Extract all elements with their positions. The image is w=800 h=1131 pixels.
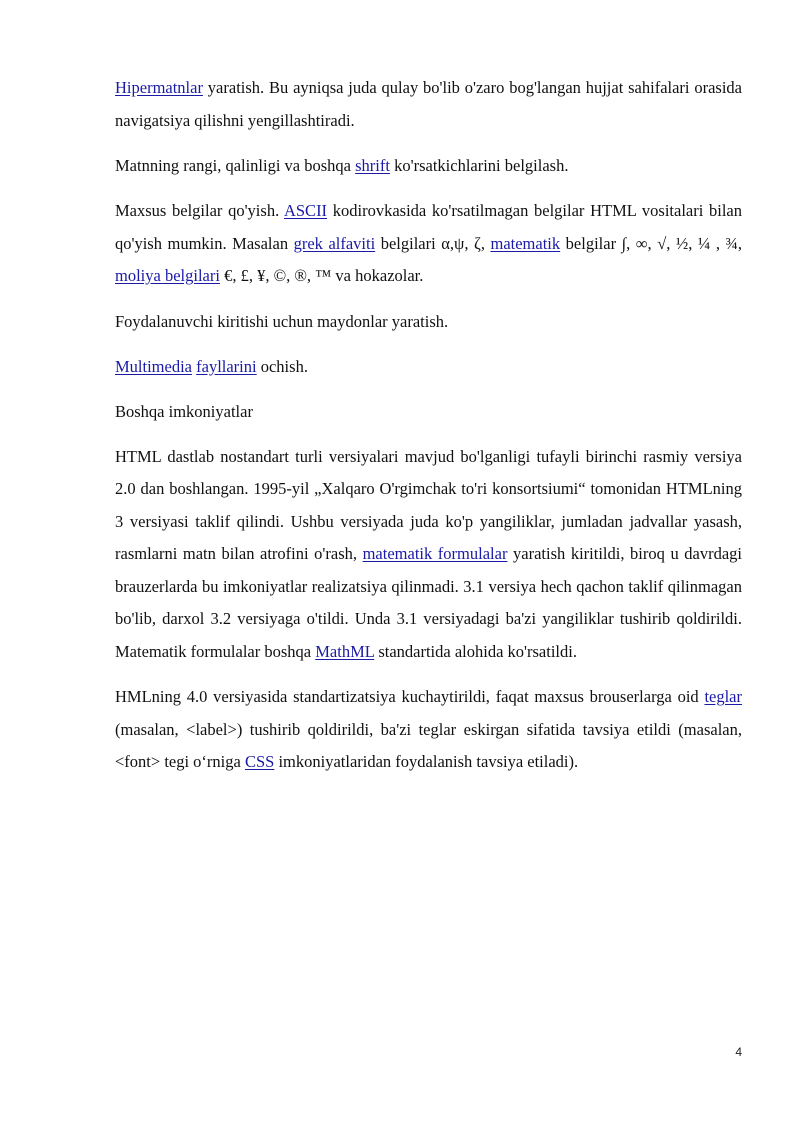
text: yaratish. Bu ayniqsa juda qulay bo'lib o'zaro bog'langan hujjat sahifalari orasida navigatsiya qilishni yengillashtiradi. [115,78,742,130]
text: belgilar ∫, ∞, √, ½, ¼ , ¾, [560,233,742,253]
paragraph-other-features [115,396,742,428]
text: belgilari α,ψ, ζ, [375,233,491,253]
text: (masalan, <label>) tushirib qoldirildi, ba'zi teglar eskirgan sifatida tavsiya etildi (masalan, <font> tegi o‘rniga [115,719,742,771]
link-grek-alfaviti[interactable]: grek alfaviti [293,233,376,253]
paragraph-html-history [115,441,742,669]
paragraph-special-chars [115,195,742,293]
link-ascii[interactable]: ASCII [283,201,328,220]
link-multimedia[interactable]: Multimedia [115,356,192,376]
text: standartida alohida ko'rsatildi. [374,641,577,661]
text: ko'rsatkichlarini belgilash. [389,156,569,175]
link-shrift[interactable]: shrift [355,156,390,175]
paragraph-input-fields [115,306,742,338]
link-matematik-formulalar[interactable]: matematik formulalar [362,544,508,563]
link-css[interactable]: CSS [244,752,275,771]
text: Boshqa imkoniyatlar [115,401,253,421]
text: HTML dastlab nostandart turli versiyalari mavjud bo'lganligi tufayli birinchi rasmiy versiya 2.0 dan boshlangan. 1995-yil „Xalqaro O'rgimchak to'ri konsortsiumi“ tomonidan HTMLning 3 versiyasi taklif qilindi. Ushbu versiyada juda ko'p yangiliklar, jumladan jadvallar yasash, rasmlarni matn bilan atrofini o'rash, [115,446,742,563]
link-teglar[interactable]: teglar [704,687,742,706]
paragraph-font [115,150,742,182]
link-hipermatnlar[interactable]: Hipermatnlar [115,78,203,97]
link-moliya-belgilari[interactable]: moliya belgilari [115,266,220,285]
text: €, £, ¥, ©, ®, ™ va hokazolar. [219,266,424,285]
text: ochish. [256,356,308,376]
link-matematik[interactable]: matematik [490,233,561,253]
link-mathml[interactable]: MathML [315,641,375,661]
paragraph-multimedia [115,351,742,383]
text: Maxsus belgilar qo'yish. [115,201,284,220]
paragraph-html4 [115,681,742,779]
text: imkoniyatlaridan foydalanish tavsiya etiladi). [274,752,579,771]
text: yaratish kiritildi, biroq u davrdagi brauzerlarda bu imkoniyatlar realizatsiya qilinmadi. 3.1 versiya hech qachon taklif qilinmagan bo'lib, darxol 3.2 versiyaga o'tildi. Unda 3.1 versiyadagi ba'zi yangiliklar tushirib qoldirildi. Matematik formulalar boshqa [115,544,742,661]
text: HMLning 4.0 versiyasida standartizatsiya kuchaytirildi, faqat maxsus brouserlarga oid [115,687,705,706]
page-number: 4 [735,1045,742,1059]
text: Foydalanuvchi kiritishi uchun maydonlar yaratish. [115,311,449,331]
link-fayllarini[interactable]: fayllarini [196,356,257,376]
document-page [115,72,742,792]
paragraph-hypertext [115,72,742,137]
text: kodirovkasida ko'rsatilmagan belgilar HTML vositalari bilan qo'yish mumkin. Masalan [115,201,742,253]
text: Matnning rangi, qalinligi va boshqa [115,156,356,175]
